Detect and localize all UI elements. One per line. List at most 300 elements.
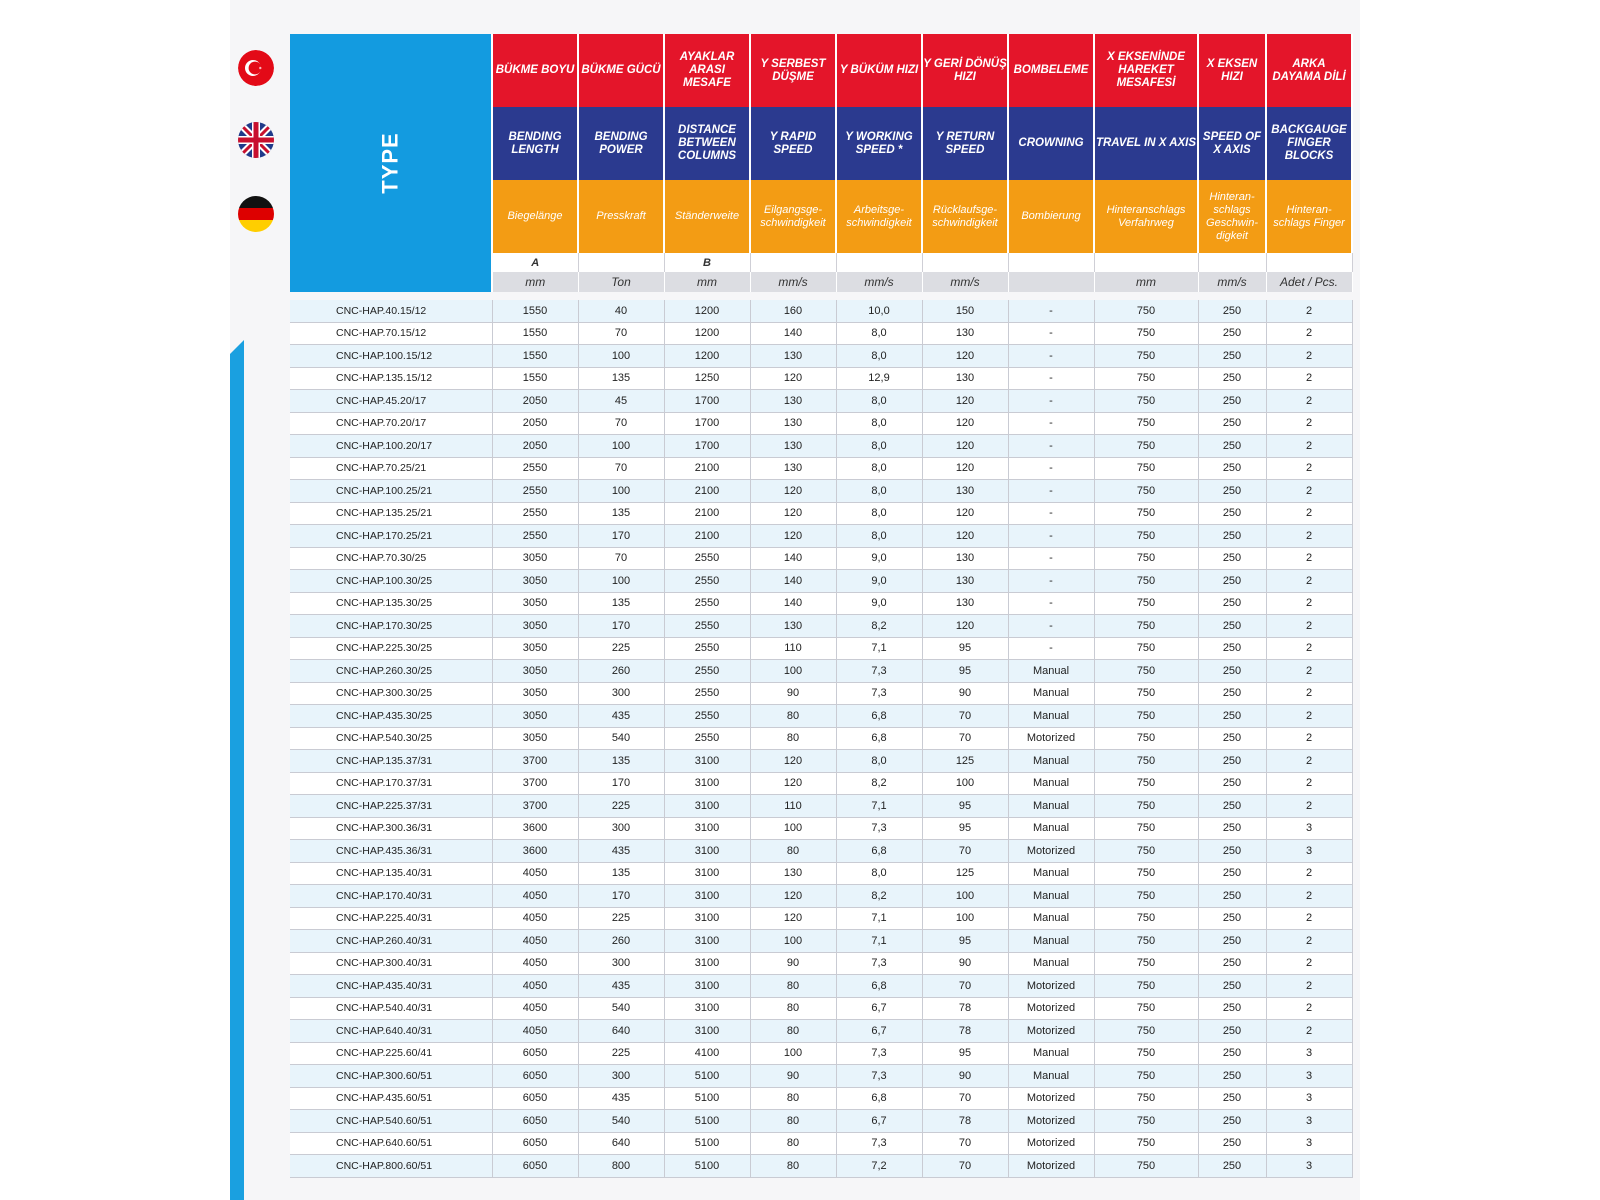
header-tr-8: X EKSEN HIZI bbox=[1198, 34, 1266, 107]
value-cell: 8,0 bbox=[836, 457, 922, 480]
value-cell: 8,0 bbox=[836, 322, 922, 345]
header-letters-4 bbox=[836, 253, 922, 271]
value-cell: 2 bbox=[1266, 502, 1352, 525]
header-letters-7 bbox=[1094, 253, 1198, 271]
value-cell: 750 bbox=[1094, 840, 1198, 863]
value-cell: 2050 bbox=[492, 390, 578, 413]
header-letters-0: A bbox=[492, 253, 578, 271]
header-tr-4: Y BÜKÜM HIZI bbox=[836, 34, 922, 107]
value-cell: 750 bbox=[1094, 435, 1198, 458]
value-cell: 1550 bbox=[492, 367, 578, 390]
model-cell: CNC-HAP.225.30/25 bbox=[290, 637, 492, 660]
value-cell: 100 bbox=[922, 772, 1008, 795]
value-cell: 80 bbox=[750, 1087, 836, 1110]
model-cell: CNC-HAP.45.20/17 bbox=[290, 390, 492, 413]
value-cell: 135 bbox=[578, 750, 664, 773]
value-cell: 2 bbox=[1266, 795, 1352, 818]
header-de-2: Ständerweite bbox=[664, 180, 750, 253]
value-cell: 250 bbox=[1198, 525, 1266, 548]
value-cell: 640 bbox=[578, 1132, 664, 1155]
value-cell: 170 bbox=[578, 525, 664, 548]
value-cell: 95 bbox=[922, 1042, 1008, 1065]
value-cell: 130 bbox=[922, 480, 1008, 503]
model-cell: CNC-HAP.135.25/21 bbox=[290, 502, 492, 525]
value-cell: 7,3 bbox=[836, 817, 922, 840]
model-cell: CNC-HAP.640.60/51 bbox=[290, 1132, 492, 1155]
value-cell: Manual bbox=[1008, 660, 1094, 683]
value-cell: - bbox=[1008, 502, 1094, 525]
value-cell: 750 bbox=[1094, 480, 1198, 503]
value-cell: 750 bbox=[1094, 1087, 1198, 1110]
header-en-0: BENDING LENGTH bbox=[492, 107, 578, 180]
table-row bbox=[290, 547, 1352, 570]
value-cell: Manual bbox=[1008, 817, 1094, 840]
model-cell: CNC-HAP.40.15/12 bbox=[290, 300, 492, 322]
table-row bbox=[290, 660, 1352, 683]
model-cell: CNC-HAP.435.30/25 bbox=[290, 705, 492, 728]
value-cell: 90 bbox=[922, 952, 1008, 975]
model-cell: CNC-HAP.300.60/51 bbox=[290, 1065, 492, 1088]
value-cell: 135 bbox=[578, 862, 664, 885]
value-cell: 120 bbox=[922, 457, 1008, 480]
value-cell: 3100 bbox=[664, 885, 750, 908]
value-cell: 225 bbox=[578, 795, 664, 818]
specifications-table bbox=[290, 34, 1353, 1178]
model-cell: CNC-HAP.135.30/25 bbox=[290, 592, 492, 615]
header-en-3: Y RAPID SPEED bbox=[750, 107, 836, 180]
header-tr-7: X EKSENİNDE HAREKET MESAFESİ bbox=[1094, 34, 1198, 107]
value-cell: Motorized bbox=[1008, 727, 1094, 750]
value-cell: 3100 bbox=[664, 1020, 750, 1043]
value-cell: 2 bbox=[1266, 772, 1352, 795]
value-cell: 80 bbox=[750, 705, 836, 728]
value-cell: 140 bbox=[750, 592, 836, 615]
value-cell: 7,1 bbox=[836, 930, 922, 953]
value-cell: 8,0 bbox=[836, 862, 922, 885]
value-cell: 4100 bbox=[664, 1042, 750, 1065]
value-cell: 135 bbox=[578, 502, 664, 525]
value-cell: 2 bbox=[1266, 930, 1352, 953]
value-cell: 2100 bbox=[664, 502, 750, 525]
header-en-7: TRAVEL IN X AXIS bbox=[1094, 107, 1198, 180]
value-cell: 70 bbox=[578, 547, 664, 570]
type-label: TYPE bbox=[377, 132, 403, 194]
value-cell: 225 bbox=[578, 907, 664, 930]
model-cell: CNC-HAP.100.15/12 bbox=[290, 345, 492, 368]
value-cell: - bbox=[1008, 322, 1094, 345]
value-cell: 3 bbox=[1266, 1042, 1352, 1065]
value-cell: 2 bbox=[1266, 547, 1352, 570]
value-cell: 140 bbox=[750, 570, 836, 593]
model-cell: CNC-HAP.70.20/17 bbox=[290, 412, 492, 435]
value-cell: 250 bbox=[1198, 547, 1266, 570]
value-cell: 125 bbox=[922, 862, 1008, 885]
value-cell: 8,2 bbox=[836, 772, 922, 795]
value-cell: 300 bbox=[578, 682, 664, 705]
value-cell: 1700 bbox=[664, 435, 750, 458]
table-row bbox=[290, 615, 1352, 638]
value-cell: Manual bbox=[1008, 772, 1094, 795]
value-cell: 170 bbox=[578, 772, 664, 795]
value-cell: 8,2 bbox=[836, 615, 922, 638]
value-cell: 120 bbox=[750, 907, 836, 930]
turkish-flag-icon bbox=[238, 50, 274, 86]
model-cell: CNC-HAP.540.30/25 bbox=[290, 727, 492, 750]
value-cell: 540 bbox=[578, 997, 664, 1020]
value-cell: 750 bbox=[1094, 952, 1198, 975]
value-cell: 2 bbox=[1266, 907, 1352, 930]
value-cell: 80 bbox=[750, 1132, 836, 1155]
value-cell: 8,0 bbox=[836, 750, 922, 773]
value-cell: 2 bbox=[1266, 592, 1352, 615]
table-row bbox=[290, 525, 1352, 548]
value-cell: 120 bbox=[922, 525, 1008, 548]
value-cell: 3100 bbox=[664, 975, 750, 998]
value-cell: 2 bbox=[1266, 997, 1352, 1020]
table-row bbox=[290, 367, 1352, 390]
header-en-9: BACKGAUGE FINGER BLOCKS bbox=[1266, 107, 1352, 180]
value-cell: Manual bbox=[1008, 705, 1094, 728]
type-header-cell bbox=[290, 34, 492, 292]
value-cell: - bbox=[1008, 592, 1094, 615]
value-cell: 3700 bbox=[492, 750, 578, 773]
value-cell: 7,1 bbox=[836, 795, 922, 818]
value-cell: 540 bbox=[578, 727, 664, 750]
value-cell: Motorized bbox=[1008, 975, 1094, 998]
value-cell: 5100 bbox=[664, 1132, 750, 1155]
value-cell: 3050 bbox=[492, 727, 578, 750]
table-row bbox=[290, 975, 1352, 998]
table-row bbox=[290, 952, 1352, 975]
value-cell: 6050 bbox=[492, 1087, 578, 1110]
header-row-turkish bbox=[290, 34, 1352, 107]
value-cell: 250 bbox=[1198, 930, 1266, 953]
value-cell: 2550 bbox=[664, 615, 750, 638]
value-cell: 300 bbox=[578, 817, 664, 840]
value-cell: 750 bbox=[1094, 502, 1198, 525]
model-cell: CNC-HAP.540.60/51 bbox=[290, 1110, 492, 1133]
value-cell: 2100 bbox=[664, 480, 750, 503]
value-cell: 750 bbox=[1094, 345, 1198, 368]
value-cell: 2 bbox=[1266, 457, 1352, 480]
value-cell: 100 bbox=[578, 570, 664, 593]
value-cell: 2 bbox=[1266, 727, 1352, 750]
value-cell: 3100 bbox=[664, 952, 750, 975]
value-cell: 250 bbox=[1198, 885, 1266, 908]
model-cell: CNC-HAP.640.40/31 bbox=[290, 1020, 492, 1043]
value-cell: Manual bbox=[1008, 682, 1094, 705]
table-row bbox=[290, 1132, 1352, 1155]
table-body bbox=[290, 292, 1352, 1177]
value-cell: 1700 bbox=[664, 412, 750, 435]
value-cell: 8,0 bbox=[836, 502, 922, 525]
value-cell: 4050 bbox=[492, 975, 578, 998]
value-cell: 250 bbox=[1198, 1020, 1266, 1043]
value-cell: 2 bbox=[1266, 885, 1352, 908]
value-cell: 750 bbox=[1094, 592, 1198, 615]
value-cell: 95 bbox=[922, 660, 1008, 683]
value-cell: 90 bbox=[750, 952, 836, 975]
header-de-8: Hinteran- schlags Geschwin- digkeit bbox=[1198, 180, 1266, 253]
value-cell: 100 bbox=[578, 480, 664, 503]
value-cell: 250 bbox=[1198, 952, 1266, 975]
value-cell: 4050 bbox=[492, 997, 578, 1020]
model-cell: CNC-HAP.260.40/31 bbox=[290, 930, 492, 953]
value-cell: 5100 bbox=[664, 1087, 750, 1110]
header-units-3: mm/s bbox=[750, 272, 836, 292]
value-cell: 4050 bbox=[492, 862, 578, 885]
value-cell: 250 bbox=[1198, 907, 1266, 930]
model-cell: CNC-HAP.300.40/31 bbox=[290, 952, 492, 975]
value-cell: 750 bbox=[1094, 637, 1198, 660]
value-cell: 95 bbox=[922, 817, 1008, 840]
value-cell: 3 bbox=[1266, 840, 1352, 863]
value-cell: 3100 bbox=[664, 997, 750, 1020]
value-cell: 750 bbox=[1094, 885, 1198, 908]
value-cell: 80 bbox=[750, 975, 836, 998]
value-cell: 78 bbox=[922, 997, 1008, 1020]
value-cell: 250 bbox=[1198, 412, 1266, 435]
value-cell: 2100 bbox=[664, 457, 750, 480]
table-row bbox=[290, 637, 1352, 660]
value-cell: 1200 bbox=[664, 322, 750, 345]
model-cell: CNC-HAP.170.25/21 bbox=[290, 525, 492, 548]
value-cell: 2050 bbox=[492, 412, 578, 435]
value-cell: 3100 bbox=[664, 795, 750, 818]
value-cell: 750 bbox=[1094, 975, 1198, 998]
value-cell: 800 bbox=[578, 1155, 664, 1178]
value-cell: 1250 bbox=[664, 367, 750, 390]
value-cell: Motorized bbox=[1008, 1110, 1094, 1133]
value-cell: 6,8 bbox=[836, 975, 922, 998]
value-cell: 750 bbox=[1094, 997, 1198, 1020]
value-cell: 45 bbox=[578, 390, 664, 413]
table-row bbox=[290, 412, 1352, 435]
value-cell: 80 bbox=[750, 997, 836, 1020]
value-cell: 250 bbox=[1198, 795, 1266, 818]
value-cell: 2550 bbox=[664, 727, 750, 750]
value-cell: 2550 bbox=[664, 547, 750, 570]
value-cell: 70 bbox=[922, 1155, 1008, 1178]
value-cell: 100 bbox=[750, 930, 836, 953]
model-cell: CNC-HAP.540.40/31 bbox=[290, 997, 492, 1020]
value-cell: 7,3 bbox=[836, 1042, 922, 1065]
value-cell: 130 bbox=[750, 412, 836, 435]
value-cell: 7,3 bbox=[836, 682, 922, 705]
value-cell: 7,1 bbox=[836, 637, 922, 660]
model-cell: CNC-HAP.435.36/31 bbox=[290, 840, 492, 863]
value-cell: 8,0 bbox=[836, 435, 922, 458]
table-row bbox=[290, 1110, 1352, 1133]
table-row bbox=[290, 390, 1352, 413]
value-cell: 6,7 bbox=[836, 1110, 922, 1133]
value-cell: 2 bbox=[1266, 525, 1352, 548]
value-cell: 135 bbox=[578, 592, 664, 615]
model-cell: CNC-HAP.435.60/51 bbox=[290, 1087, 492, 1110]
value-cell: 4050 bbox=[492, 1020, 578, 1043]
value-cell: 250 bbox=[1198, 345, 1266, 368]
value-cell: 640 bbox=[578, 1020, 664, 1043]
model-cell: CNC-HAP.135.37/31 bbox=[290, 750, 492, 773]
table-row bbox=[290, 480, 1352, 503]
header-letters-3 bbox=[750, 253, 836, 271]
value-cell: 3100 bbox=[664, 840, 750, 863]
value-cell: 4050 bbox=[492, 952, 578, 975]
value-cell: 540 bbox=[578, 1110, 664, 1133]
value-cell: 95 bbox=[922, 795, 1008, 818]
value-cell: 3050 bbox=[492, 705, 578, 728]
value-cell: 250 bbox=[1198, 1065, 1266, 1088]
value-cell: 120 bbox=[750, 885, 836, 908]
value-cell: 7,3 bbox=[836, 660, 922, 683]
value-cell: 8,0 bbox=[836, 390, 922, 413]
header-units-9: Adet / Pcs. bbox=[1266, 272, 1352, 292]
value-cell: 3 bbox=[1266, 1132, 1352, 1155]
value-cell: 8,0 bbox=[836, 412, 922, 435]
table-row bbox=[290, 817, 1352, 840]
value-cell: 750 bbox=[1094, 817, 1198, 840]
value-cell: 1550 bbox=[492, 300, 578, 322]
decorative-side-bar bbox=[230, 340, 244, 1200]
header-en-8: SPEED OF X AXIS bbox=[1198, 107, 1266, 180]
value-cell: 435 bbox=[578, 705, 664, 728]
table-row bbox=[290, 862, 1352, 885]
value-cell: 6050 bbox=[492, 1065, 578, 1088]
model-cell: CNC-HAP.435.40/31 bbox=[290, 975, 492, 998]
model-cell: CNC-HAP.70.30/25 bbox=[290, 547, 492, 570]
value-cell: 750 bbox=[1094, 390, 1198, 413]
value-cell: 130 bbox=[922, 547, 1008, 570]
table-row bbox=[290, 750, 1352, 773]
value-cell: 750 bbox=[1094, 300, 1198, 322]
value-cell: 435 bbox=[578, 975, 664, 998]
value-cell: 6,8 bbox=[836, 705, 922, 728]
value-cell: 250 bbox=[1198, 435, 1266, 458]
header-units-7: mm bbox=[1094, 272, 1198, 292]
value-cell: 170 bbox=[578, 615, 664, 638]
value-cell: 3100 bbox=[664, 862, 750, 885]
value-cell: 2 bbox=[1266, 1020, 1352, 1043]
value-cell: 3100 bbox=[664, 817, 750, 840]
header-letters-1 bbox=[578, 253, 664, 271]
model-cell: CNC-HAP.300.36/31 bbox=[290, 817, 492, 840]
value-cell: 90 bbox=[750, 682, 836, 705]
value-cell: 2 bbox=[1266, 637, 1352, 660]
value-cell: 750 bbox=[1094, 1110, 1198, 1133]
table-row bbox=[290, 705, 1352, 728]
value-cell: - bbox=[1008, 367, 1094, 390]
model-cell: CNC-HAP.135.40/31 bbox=[290, 862, 492, 885]
value-cell: 435 bbox=[578, 840, 664, 863]
value-cell: 120 bbox=[922, 502, 1008, 525]
value-cell: 3050 bbox=[492, 570, 578, 593]
value-cell: 10,0 bbox=[836, 300, 922, 322]
value-cell: 5100 bbox=[664, 1065, 750, 1088]
header-tr-5: Y GERİ DÖNÜŞ HIZI bbox=[922, 34, 1008, 107]
header-en-5: Y RETURN SPEED bbox=[922, 107, 1008, 180]
value-cell: 260 bbox=[578, 660, 664, 683]
model-cell: CNC-HAP.260.30/25 bbox=[290, 660, 492, 683]
value-cell: - bbox=[1008, 300, 1094, 322]
value-cell: 80 bbox=[750, 840, 836, 863]
value-cell: 120 bbox=[750, 750, 836, 773]
value-cell: - bbox=[1008, 615, 1094, 638]
value-cell: 130 bbox=[750, 390, 836, 413]
value-cell: 750 bbox=[1094, 862, 1198, 885]
value-cell: 2 bbox=[1266, 975, 1352, 998]
table-row bbox=[290, 570, 1352, 593]
value-cell: 2550 bbox=[492, 525, 578, 548]
table-row bbox=[290, 345, 1352, 368]
value-cell: 130 bbox=[750, 457, 836, 480]
header-tr-6: BOMBELEME bbox=[1008, 34, 1094, 107]
model-cell: CNC-HAP.800.60/51 bbox=[290, 1155, 492, 1178]
value-cell: 4050 bbox=[492, 930, 578, 953]
table-row bbox=[290, 457, 1352, 480]
value-cell: Manual bbox=[1008, 952, 1094, 975]
model-cell: CNC-HAP.170.30/25 bbox=[290, 615, 492, 638]
header-de-3: Eilgangsge- schwindigkeit bbox=[750, 180, 836, 253]
value-cell: 2 bbox=[1266, 952, 1352, 975]
value-cell: 90 bbox=[922, 682, 1008, 705]
value-cell: 300 bbox=[578, 1065, 664, 1088]
value-cell: 750 bbox=[1094, 705, 1198, 728]
value-cell: - bbox=[1008, 390, 1094, 413]
header-de-6: Bombierung bbox=[1008, 180, 1094, 253]
value-cell: 250 bbox=[1198, 682, 1266, 705]
value-cell: 1700 bbox=[664, 390, 750, 413]
model-cell: CNC-HAP.135.15/12 bbox=[290, 367, 492, 390]
value-cell: 9,0 bbox=[836, 592, 922, 615]
value-cell: 225 bbox=[578, 637, 664, 660]
uk-flag-icon bbox=[238, 122, 274, 158]
value-cell: 140 bbox=[750, 322, 836, 345]
value-cell: Manual bbox=[1008, 1042, 1094, 1065]
value-cell: 120 bbox=[922, 345, 1008, 368]
value-cell: Manual bbox=[1008, 750, 1094, 773]
header-units-6 bbox=[1008, 272, 1094, 292]
value-cell: 3 bbox=[1266, 1065, 1352, 1088]
value-cell: Manual bbox=[1008, 1065, 1094, 1088]
value-cell: 250 bbox=[1198, 705, 1266, 728]
value-cell: 95 bbox=[922, 930, 1008, 953]
table-row bbox=[290, 300, 1352, 322]
value-cell: 80 bbox=[750, 727, 836, 750]
table-row bbox=[290, 997, 1352, 1020]
value-cell: 435 bbox=[578, 1087, 664, 1110]
table-row bbox=[290, 1155, 1352, 1178]
value-cell: 120 bbox=[750, 367, 836, 390]
value-cell: 120 bbox=[750, 525, 836, 548]
value-cell: 750 bbox=[1094, 682, 1198, 705]
value-cell: 120 bbox=[750, 772, 836, 795]
header-de-4: Arbeitsge- schwindigkeit bbox=[836, 180, 922, 253]
value-cell: 250 bbox=[1198, 1087, 1266, 1110]
value-cell: - bbox=[1008, 412, 1094, 435]
header-en-2: DISTANCE BETWEEN COLUMNS bbox=[664, 107, 750, 180]
value-cell: 225 bbox=[578, 1042, 664, 1065]
german-flag-icon bbox=[238, 196, 274, 232]
value-cell: 90 bbox=[750, 1065, 836, 1088]
value-cell: 750 bbox=[1094, 750, 1198, 773]
value-cell: 250 bbox=[1198, 727, 1266, 750]
value-cell: 70 bbox=[922, 1132, 1008, 1155]
value-cell: Motorized bbox=[1008, 1155, 1094, 1178]
value-cell: 5100 bbox=[664, 1155, 750, 1178]
value-cell: 750 bbox=[1094, 772, 1198, 795]
header-tr-2: AYAKLAR ARASI MESAFE bbox=[664, 34, 750, 107]
value-cell: 3700 bbox=[492, 795, 578, 818]
